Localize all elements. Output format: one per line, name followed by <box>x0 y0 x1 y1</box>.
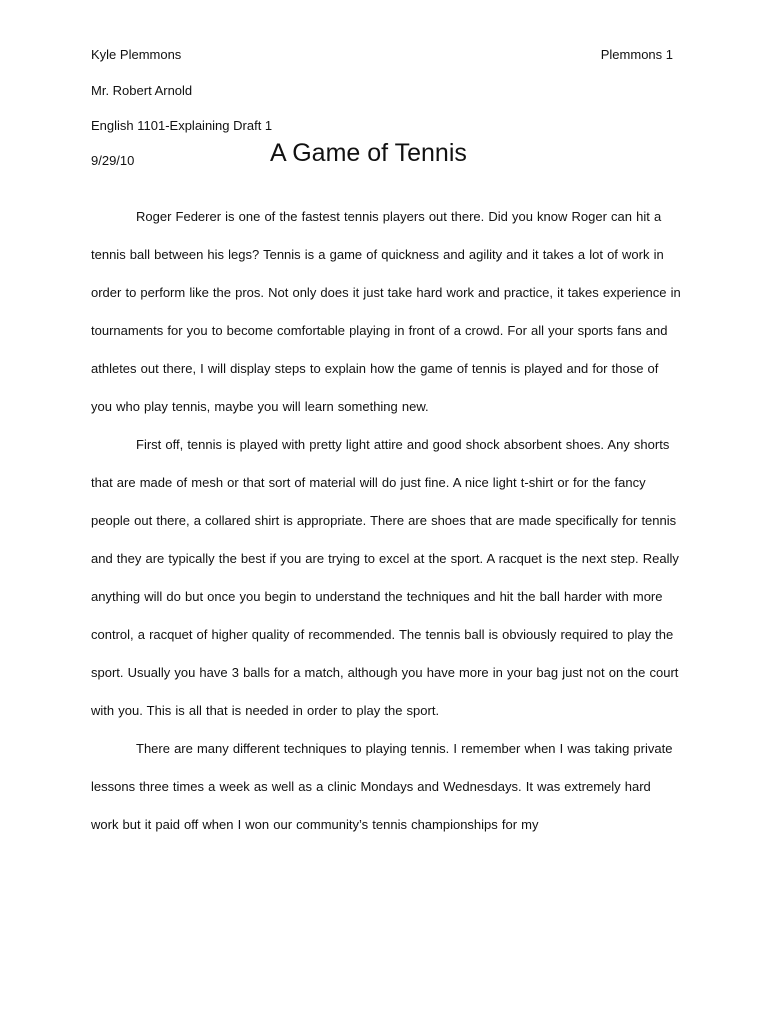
course-name: English 1101-Explaining Draft 1 <box>91 118 273 133</box>
essay-title: A Game of Tennis <box>270 139 467 167</box>
paragraph-1: Roger Federer is one of the fastest tennis players out there. Did you know Roger can hit a tennis ball between his legs? Tennis is a game of quickness and agility and it takes a lot of work in order to perform like the pros. Not only does it just take hard work and practice, it takes experience in tournaments for you to become comfortable playing in front of a crowd. For all your sports fans and athletes out there, I will display steps to explain how the game of tennis is played and for those of you who play tennis, maybe you will learn something new. <box>91 209 681 414</box>
page-number-header: Plemmons 1 <box>600 47 673 62</box>
instructor-name: Mr. Robert Arnold <box>91 83 193 98</box>
paragraph-2: First off, tennis is played with pretty light attire and good shock absorbent shoes. Any shorts that are made of mesh or that sort of material will do just fine. A nice light t-shirt or for the fancy people out there, a collared shirt is appropriate. There are shoes that are made specifically for tennis and they are typically the best if you are trying to excel at the sport. A racquet is the next step. Really anything will do but once you begin to understand the techniques and hit the ball harder with more control, a racquet of higher quality of recommended. The tennis ball is obviously required to play the sport. Usually you have 3 balls for a match, although you have more in your bag just not on the court with you. This is all that is needed in order to play the sport. <box>91 437 679 718</box>
date-line: 9/29/10 <box>91 153 135 168</box>
paragraph-3: There are many different techniques to playing tennis. I remember when I was taking private lessons three times a week as well as a clinic Mondays and Wednesdays. It was extremely hard work but it paid off when I won our community’s tennis championships for my <box>91 741 673 832</box>
essay-body <box>91 198 681 844</box>
author-name: Kyle Plemmons <box>91 47 182 62</box>
